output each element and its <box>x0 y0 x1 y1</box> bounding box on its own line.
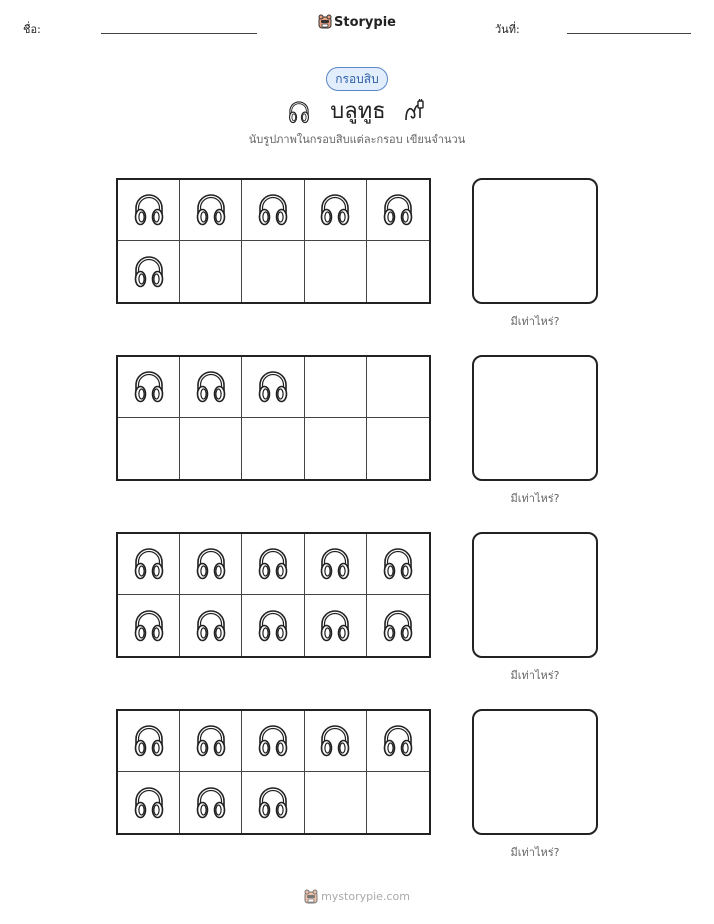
answer-box-4[interactable] <box>472 709 598 835</box>
headphones-icon <box>315 542 355 586</box>
name-write-line[interactable] <box>101 33 257 34</box>
title-row <box>0 93 714 125</box>
footer <box>0 888 714 904</box>
headphones-icon <box>129 188 169 232</box>
ten-frame-cell <box>367 357 429 418</box>
storypie-logo-icon <box>318 13 332 29</box>
date-write-line[interactable] <box>567 33 691 34</box>
ten-frame-cell <box>118 595 180 656</box>
answer-box-2[interactable] <box>472 355 598 481</box>
ten-frame-cell <box>242 595 304 656</box>
ten-frame-cell <box>305 534 367 595</box>
ten-frame-cell <box>367 418 429 479</box>
ten-frame-cell <box>242 418 304 479</box>
headphones-icon <box>253 188 293 232</box>
ten-frame-cell <box>242 357 304 418</box>
ten-frame-cell <box>367 595 429 656</box>
name-label: ชื่อ: <box>23 23 41 36</box>
brand-name: Storypie <box>334 15 396 30</box>
ten-frame-cell <box>118 180 180 241</box>
ten-frame-cell <box>242 180 304 241</box>
headphones-icon <box>129 542 169 586</box>
answer-box-1[interactable] <box>472 178 598 304</box>
ten-frame-cell <box>242 772 304 833</box>
ten-frame-cell <box>180 418 242 479</box>
ten-frame-cell <box>305 595 367 656</box>
headphones-icon <box>191 542 231 586</box>
instructions: นับรูปภาพในกรอบสิบแต่ละกรอบ เขียนจำนวน <box>248 133 466 146</box>
ten-frame-cell <box>118 534 180 595</box>
ten-frame-cell <box>367 534 429 595</box>
ten-frame-cell <box>305 180 367 241</box>
ten-frame-2 <box>116 355 431 481</box>
ten-frame-cell <box>180 772 242 833</box>
ten-frame-cell <box>118 241 180 302</box>
headphones-icon <box>253 365 293 409</box>
ten-frame-cell <box>118 772 180 833</box>
how-many-label-2: มีเท่าไหร่? <box>510 492 560 505</box>
bluetooth-cable-icon <box>403 98 429 124</box>
worksheet-title: บลูทูธ <box>330 99 386 124</box>
ten-frame-cell <box>242 534 304 595</box>
headphones-icon <box>285 97 313 125</box>
ten-frame-1 <box>116 178 431 304</box>
headphones-icon <box>378 542 418 586</box>
headphones-icon <box>253 542 293 586</box>
date-label: วันที่: <box>495 23 520 36</box>
headphones-icon <box>191 365 231 409</box>
headphones-icon <box>253 604 293 648</box>
how-many-label-4: มีเท่าไหร่? <box>510 846 560 859</box>
topic-badge: กรอบสิบ <box>326 67 388 91</box>
ten-frame-cell <box>118 711 180 772</box>
ten-frame-cell <box>367 772 429 833</box>
headphones-icon <box>129 604 169 648</box>
brand-header <box>0 13 714 30</box>
ten-frame-cell <box>118 418 180 479</box>
ten-frame-4 <box>116 709 431 835</box>
headphones-icon <box>129 365 169 409</box>
storypie-footer-logo-icon <box>304 888 318 904</box>
ten-frame-cell <box>180 595 242 656</box>
ten-frame-cell <box>305 418 367 479</box>
headphones-icon <box>191 719 231 763</box>
headphones-icon <box>129 781 169 825</box>
ten-frame-cell <box>367 711 429 772</box>
headphones-icon <box>191 604 231 648</box>
ten-frame-cell <box>305 241 367 302</box>
how-many-label-1: มีเท่าไหร่? <box>510 315 560 328</box>
ten-frame-cell <box>180 534 242 595</box>
headphones-icon <box>253 719 293 763</box>
headphones-icon <box>315 604 355 648</box>
ten-frame-cell <box>180 711 242 772</box>
ten-frame-3 <box>116 532 431 658</box>
headphones-icon <box>315 188 355 232</box>
headphones-icon <box>191 188 231 232</box>
ten-frame-cell <box>305 357 367 418</box>
headphones-icon <box>129 719 169 763</box>
ten-frame-cell <box>242 711 304 772</box>
ten-frame-cell <box>118 357 180 418</box>
headphones-icon <box>378 188 418 232</box>
ten-frame-cell <box>242 241 304 302</box>
headphones-icon <box>378 604 418 648</box>
headphones-icon <box>191 781 231 825</box>
ten-frame-cell <box>305 772 367 833</box>
answer-box-3[interactable] <box>472 532 598 658</box>
ten-frame-cell <box>305 711 367 772</box>
headphones-icon <box>129 250 169 294</box>
footer-site[interactable]: mystorypie.com <box>321 890 410 903</box>
ten-frame-cell <box>367 180 429 241</box>
how-many-label-3: มีเท่าไหร่? <box>510 669 560 682</box>
ten-frame-cell <box>180 241 242 302</box>
headphones-icon <box>253 781 293 825</box>
ten-frame-cell <box>180 180 242 241</box>
headphones-icon <box>378 719 418 763</box>
ten-frame-cell <box>367 241 429 302</box>
ten-frame-cell <box>180 357 242 418</box>
headphones-icon <box>315 719 355 763</box>
